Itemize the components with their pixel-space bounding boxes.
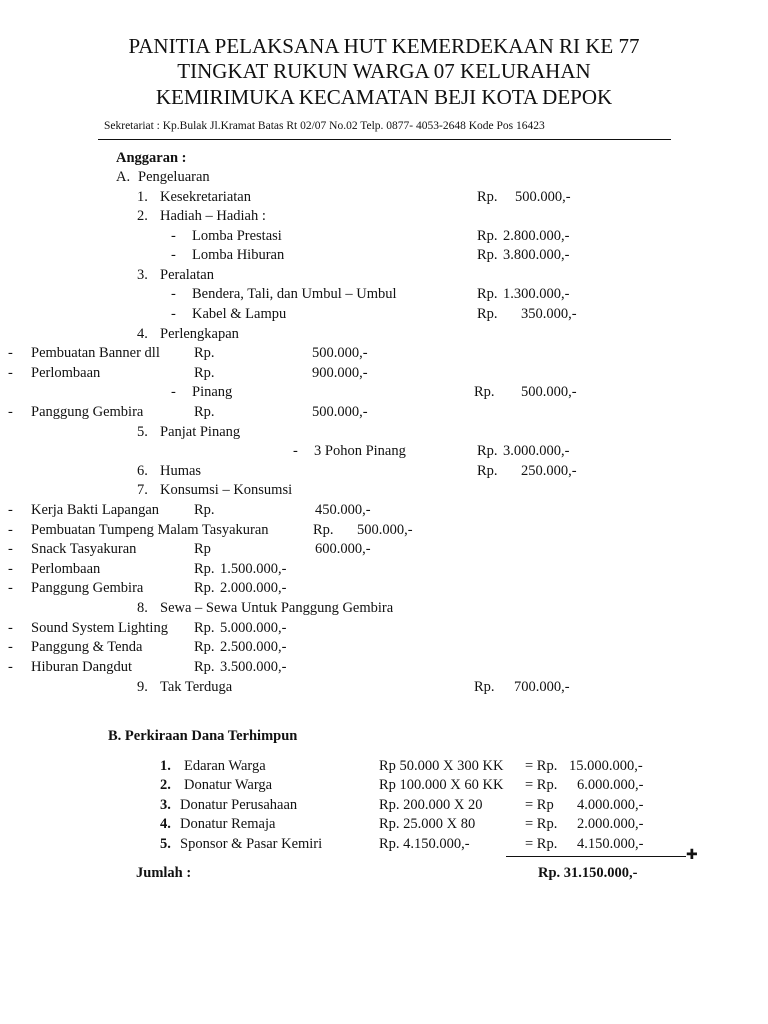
- header-divider: [98, 139, 671, 140]
- item-amount: 2.500.000,-: [220, 639, 287, 655]
- subitem-label: Perlombaan: [31, 365, 101, 381]
- b-row-equals: = Rp.: [525, 836, 558, 852]
- item-currency: Rp.: [477, 463, 498, 479]
- b-row-label: Donatur Remaja: [180, 816, 276, 832]
- item-label: Konsumsi – Konsumsi: [160, 482, 293, 498]
- subitem-label: Kerja Bakti Lapangan: [31, 502, 160, 518]
- item-currency: Rp.: [477, 286, 498, 302]
- item-number: 9.: [137, 679, 148, 695]
- section-a-label: Pengeluaran: [138, 169, 210, 185]
- b-row-number: 2.: [160, 777, 171, 793]
- subitem-dash: -: [8, 404, 13, 420]
- item-currency: Rp.: [477, 228, 498, 244]
- subitem-label: Kabel & Lampu: [192, 306, 287, 322]
- item-amount: 500.000,-: [521, 384, 577, 400]
- header-line-3: KEMIRIMUKA KECAMATAN BEJI KOTA DEPOK: [155, 85, 613, 109]
- b-row-equals: = Rp: [525, 797, 554, 813]
- item-number: 4.: [137, 326, 148, 342]
- subitem-dash: -: [8, 522, 13, 538]
- plus-icon: ✚: [686, 848, 698, 863]
- b-row-calc: Rp. 25.000 X 80: [379, 816, 476, 832]
- b-row-label: Edaran Warga: [184, 758, 266, 774]
- item-currency: Rp.: [194, 365, 215, 381]
- item-amount: 500.000,-: [312, 345, 368, 361]
- subitem-label: Bendera, Tali, dan Umbul – Umbul: [192, 286, 397, 302]
- subitem-label: Lomba Prestasi: [192, 228, 282, 244]
- b-row-equals: = Rp.: [525, 777, 558, 793]
- item-number: 3.: [137, 267, 148, 283]
- b-row-amount: 6.000.000,-: [577, 777, 644, 793]
- subitem-dash: -: [171, 286, 176, 302]
- b-row-amount: 4.000.000,-: [577, 797, 644, 813]
- b-row-number: 5.: [160, 836, 171, 852]
- b-row-calc: Rp. 200.000 X 20: [379, 797, 483, 813]
- subitem-label: Pembuatan Tumpeng Malam Tasyakuran: [31, 522, 269, 538]
- item-amount: 1.300.000,-: [503, 286, 570, 302]
- b-row-number: 4.: [160, 816, 171, 832]
- item-amount: 900.000,-: [312, 365, 368, 381]
- item-amount: 500.000,-: [357, 522, 413, 538]
- item-amount: 1.500.000,-: [220, 561, 287, 577]
- b-row-amount: 2.000.000,-: [577, 816, 644, 832]
- item-label: Tak Terduga: [160, 679, 233, 695]
- item-currency: Rp.: [477, 189, 498, 205]
- item-currency: Rp.: [194, 345, 215, 361]
- header-line-1: PANITIA PELAKSANA HUT KEMERDEKAAN RI KE 77: [128, 34, 640, 58]
- b-row-label: Donatur Perusahaan: [180, 797, 298, 813]
- item-currency: Rp.: [194, 639, 215, 655]
- total-label: Jumlah :: [136, 865, 192, 881]
- item-currency: Rp: [194, 541, 211, 557]
- item-currency: Rp.: [194, 561, 215, 577]
- item-amount: 5.000.000,-: [220, 620, 287, 636]
- subitem-dash: -: [293, 443, 298, 459]
- item-amount: 450.000,-: [315, 502, 371, 518]
- item-number: 1.: [137, 189, 148, 205]
- subitem-dash: -: [8, 639, 13, 655]
- subitem-dash: -: [8, 502, 13, 518]
- b-row-label: Sponsor & Pasar Kemiri: [180, 836, 323, 852]
- item-currency: Rp.: [477, 306, 498, 322]
- section-a-letter: A.: [116, 169, 131, 185]
- subitem-label: Snack Tasyakuran: [31, 541, 137, 557]
- item-currency: Rp.: [474, 384, 495, 400]
- item-amount: 250.000,-: [521, 463, 577, 479]
- subitem-dash: -: [171, 306, 176, 322]
- subitem-label: Perlombaan: [31, 561, 101, 577]
- item-label: Panjat Pinang: [160, 424, 241, 440]
- item-label: Sewa – Sewa Untuk Panggung Gembira: [160, 600, 394, 616]
- item-currency: Rp.: [194, 580, 215, 596]
- subitem-dash: -: [8, 561, 13, 577]
- item-label: Kesekretariatan: [160, 189, 251, 205]
- b-row-calc: Rp 50.000 X 300 KK: [379, 758, 504, 774]
- subitem-label: Panggung Gembira: [31, 404, 144, 420]
- item-currency: Rp.: [474, 679, 495, 695]
- item-amount: 500.000,-: [312, 404, 368, 420]
- item-label: Hadiah – Hadiah :: [160, 208, 266, 224]
- subitem-dash: -: [171, 247, 176, 263]
- subitem-label: Panggung & Tenda: [31, 639, 143, 655]
- subitem-dash: -: [8, 620, 13, 636]
- subitem-label: Lomba Hiburan: [192, 247, 285, 263]
- subitem-dash: -: [8, 365, 13, 381]
- item-currency: Rp.: [477, 247, 498, 263]
- b-row-amount: 15.000.000,-: [569, 758, 643, 774]
- subitem-dash: -: [8, 345, 13, 361]
- anggaran-title: Anggaran :: [116, 150, 187, 166]
- item-amount: 700.000,-: [514, 679, 570, 695]
- item-currency: Rp.: [194, 659, 215, 675]
- b-row-number: 3.: [160, 797, 171, 813]
- item-amount: 2.000.000,-: [220, 580, 287, 596]
- item-number: 5.: [137, 424, 148, 440]
- item-amount: 3.800.000,-: [503, 247, 570, 263]
- b-row-calc: Rp 100.000 X 60 KK: [379, 777, 504, 793]
- b-row-equals: = Rp.: [525, 816, 558, 832]
- subitem-label: Panggung Gembira: [31, 580, 144, 596]
- item-label: Peralatan: [160, 267, 214, 283]
- sum-line: [506, 856, 686, 857]
- item-currency: Rp.: [194, 620, 215, 636]
- item-number: 8.: [137, 600, 148, 616]
- subitem-label: 3 Pohon Pinang: [314, 443, 406, 459]
- item-amount: 2.800.000,-: [503, 228, 570, 244]
- b-row-label: Donatur Warga: [184, 777, 273, 793]
- item-amount: 3.500.000,-: [220, 659, 287, 675]
- sekretariat-address: Sekretariat : Kp.Bulak Jl.Kramat Batas Rt 02/07 No.02 Telp. 0877- 4053-2648 Kode Pos 16423: [104, 120, 545, 132]
- item-number: 6.: [137, 463, 148, 479]
- subitem-dash: -: [8, 659, 13, 675]
- b-row-calc: Rp. 4.150.000,-: [379, 836, 470, 852]
- item-currency: Rp.: [313, 522, 334, 538]
- item-amount: 3.000.000,-: [503, 443, 570, 459]
- item-number: 2.: [137, 208, 148, 224]
- b-row-equals: = Rp.: [525, 758, 558, 774]
- item-label: Humas: [160, 463, 202, 479]
- item-currency: Rp.: [477, 443, 498, 459]
- item-number: 7.: [137, 482, 148, 498]
- item-amount: 500.000,-: [515, 189, 571, 205]
- item-label: Perlengkapan: [160, 326, 239, 342]
- subitem-label: Sound System Lighting: [31, 620, 168, 636]
- item-currency: Rp.: [194, 502, 215, 518]
- header-line-2: TINGKAT RUKUN WARGA 07 KELURAHAN: [177, 59, 591, 83]
- section-b-title: B. Perkiraan Dana Terhimpun: [108, 728, 298, 744]
- subitem-dash: -: [8, 580, 13, 596]
- item-amount: 350.000,-: [521, 306, 577, 322]
- b-row-amount: 4.150.000,-: [577, 836, 644, 852]
- subitem-dash: -: [171, 384, 176, 400]
- subitem-label: Pinang: [192, 384, 233, 400]
- total-value: Rp. 31.150.000,-: [538, 865, 638, 881]
- subitem-dash: -: [171, 228, 176, 244]
- item-amount: 600.000,-: [315, 541, 371, 557]
- item-currency: Rp.: [194, 404, 215, 420]
- subitem-label: Hiburan Dangdut: [31, 659, 133, 675]
- subitem-label: Pembuatan Banner dll: [31, 345, 160, 361]
- subitem-dash: -: [8, 541, 13, 557]
- b-row-number: 1.: [160, 758, 171, 774]
